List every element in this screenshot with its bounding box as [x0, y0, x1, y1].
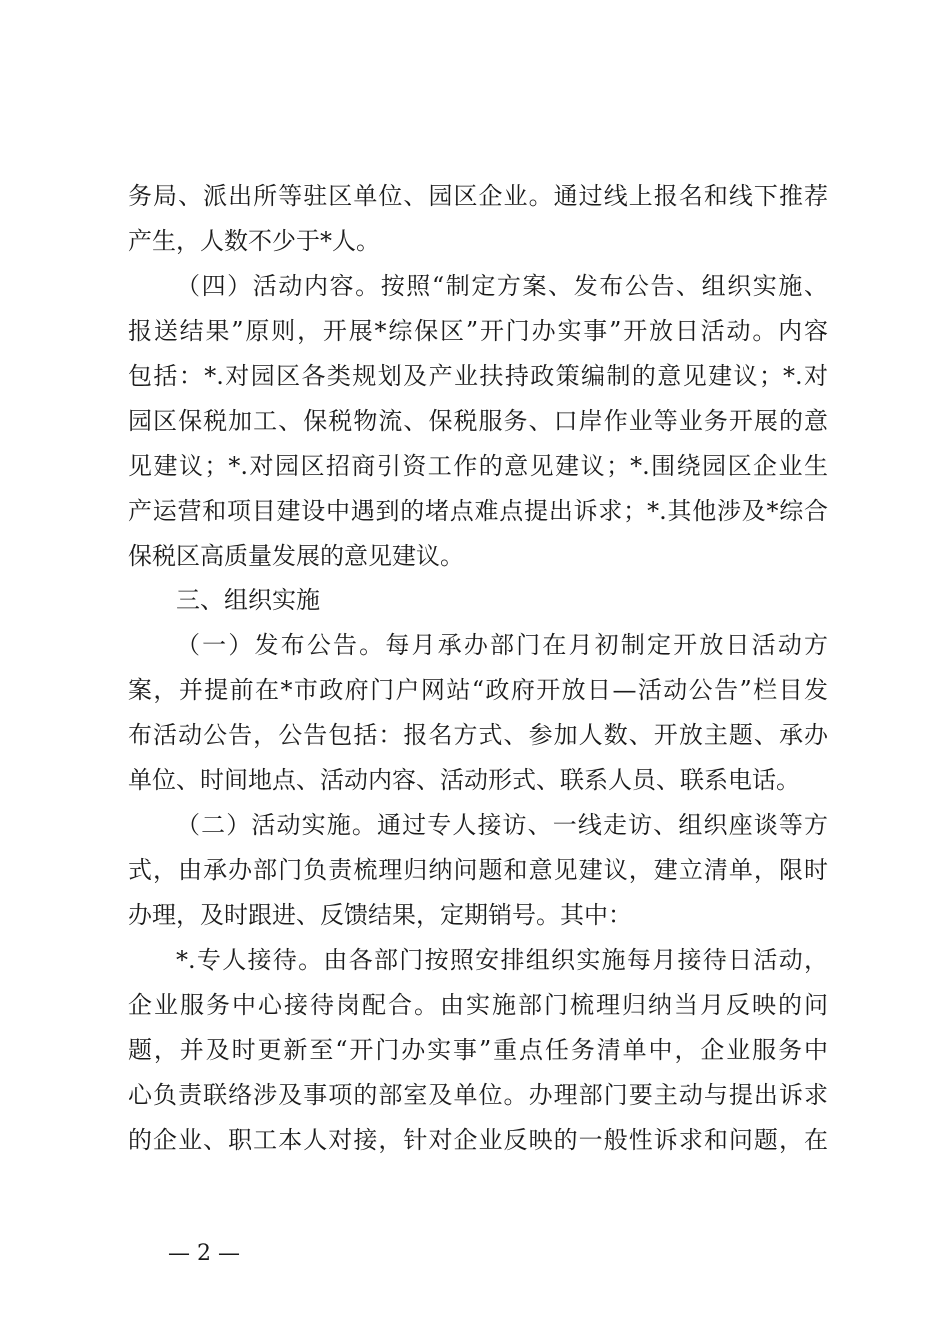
text-line: （一）发布公告。每月承办部门在月初制定开放日活动方 [176, 631, 828, 659]
text-line: 单位、时间地点、活动内容、活动形式、联系人员、联系电话。 [128, 766, 800, 794]
text-line: 园区保税加工、保税物流、保税服务、口岸作业等业务开展的意 [128, 407, 828, 435]
text-line: 案，并提前在*市政府门户网站“政府开放日—活动公告”栏目发 [128, 676, 828, 704]
text-line: 企业服务中心接待岗配合。由实施部门梳理归纳当月反映的问 [128, 991, 828, 1019]
text-line: 题，并及时更新至“开门办实事”重点任务清单中，企业服务中 [128, 1036, 828, 1064]
text-line: 报送结果”原则，开展*综保区”开门办实事”开放日活动。内容 [128, 317, 828, 345]
text-line: 办理，及时跟进、反馈结果，定期销号。其中： [128, 901, 632, 929]
text-line: *.专人接待。由各部门按照安排组织实施每月接待日活动， [176, 946, 828, 974]
text-line: 产运营和项目建设中遇到的堵点难点提出诉求；*.其他涉及*综合 [128, 497, 828, 525]
section-heading: 三、组织实施 [176, 586, 320, 614]
text-line: 布活动公告，公告包括：报名方式、参加人数、开放主题、承办 [128, 721, 828, 749]
text-line: （四）活动内容。按照“制定方案、发布公告、组织实施、 [176, 272, 828, 300]
text-line: 见建议；*.对园区招商引资工作的意见建议；*.围绕园区企业生 [128, 452, 828, 480]
page-number: — 2 — [168, 1241, 240, 1266]
text-line: 心负责联络涉及事项的部室及单位。办理部门要主动与提出诉求 [128, 1081, 828, 1109]
text-line: 务局、派出所等驻区单位、园区企业。通过线上报名和线下推荐 [128, 182, 828, 210]
text-line: 产生，人数不少于*人。 [128, 227, 380, 255]
text-line: 式，由承办部门负责梳理归纳问题和意见建议，建立清单，限时 [128, 856, 828, 884]
text-line: 的企业、职工本人对接，针对企业反映的一般性诉求和问题，在 [128, 1126, 828, 1154]
text-line: 包括：*.对园区各类规划及产业扶持政策编制的意见建议；*.对 [128, 362, 828, 390]
text-line: （二）活动实施。通过专人接访、一线走访、组织座谈等方 [176, 811, 828, 839]
text-line: 保税区高质量发展的意见建议。 [128, 542, 464, 570]
